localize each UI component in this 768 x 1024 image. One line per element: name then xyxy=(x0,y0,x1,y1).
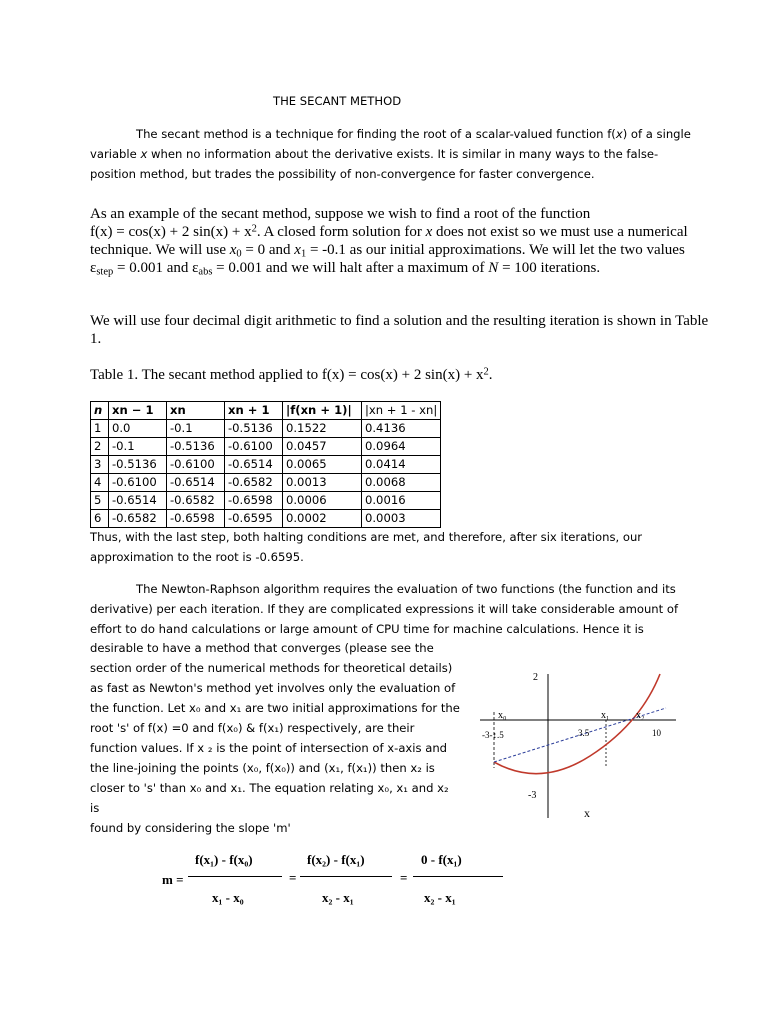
table-cell: -0.5136 xyxy=(225,420,283,438)
y-top-label: 2 xyxy=(533,672,538,683)
slope-formula xyxy=(0,848,768,908)
table-cell: -0.6100 xyxy=(225,438,283,456)
method-line: found by considering the slope 'm' xyxy=(90,821,291,835)
header-xn-plus-1: xn + 1 xyxy=(225,402,283,420)
method-line: closer to 's' than x₀ and x₁. The equation relating x₀, x₁ and x₂ is xyxy=(90,781,449,815)
formula-equals-1: = xyxy=(289,870,297,885)
table-cell: -0.6514 xyxy=(167,474,225,492)
table-cell: 0.0002 xyxy=(283,510,362,528)
formula-equals-2: = xyxy=(400,870,408,885)
fraction-bar-2 xyxy=(300,876,392,877)
intro-paragraph: The secant method is a technique for finding the root of a scalar-valued function f(x) of a single variable x when no information about the derivative exists. It is similar in many ways to the false-position method, but trades the possibility of non-convergence for faster convergence. xyxy=(90,127,691,181)
table-row xyxy=(91,492,441,510)
example-paragraph: As an example of the secant method, suppose we wish to find a root of the function f(x) = cos(x) + 2 $\sin(x) + x^2$. A closed form solution for x does not exist so we must use a numerical technique. We will use $x_0 = 0$ and $x_1 = -0.1$ as our initial approximations. We will let the two values $\varepsilon_{step} = 0.001$ and $\varepsilon_{abs} = 0.001$ and we will halt after a maximum of N = 100 iterations. xyxy=(90,206,688,278)
method-paragraph xyxy=(90,638,460,838)
formula-denominator-3: x₂ - x₁ xyxy=(424,890,456,905)
table-cell: -0.5136 xyxy=(167,438,225,456)
after-table-paragraph: Thus, with the last step, both halting conditions are met, and therefore, after six iterations, our approximation to the root is -0.6595. xyxy=(90,530,643,564)
table-row xyxy=(91,456,441,474)
fraction-bar-1 xyxy=(188,876,282,877)
formula-numerator-2: f(x₂) - f(x₁) xyxy=(307,852,365,867)
table-cell: -0.6595 xyxy=(225,510,283,528)
table-cell: 0.0068 xyxy=(362,474,441,492)
table-cell: 1 xyxy=(91,420,109,438)
table-row xyxy=(91,510,441,528)
table-header-row xyxy=(91,402,441,420)
table-cell: 0.4136 xyxy=(362,420,441,438)
x0-label: x₀ xyxy=(498,710,507,721)
method-line: section order of the numerical methods for theoretical details) xyxy=(90,661,453,675)
table-cell: -0.6514 xyxy=(109,492,167,510)
table-cell: 0.0065 xyxy=(283,456,362,474)
function-curve xyxy=(494,674,660,774)
table-cell: 0.0964 xyxy=(362,438,441,456)
formula-denominator-2: x₂ - x₁ xyxy=(322,890,354,905)
table-cell: -0.6598 xyxy=(225,492,283,510)
table-cell: 3 xyxy=(91,456,109,474)
table-cell: -0.6100 xyxy=(109,474,167,492)
table-cell: 0.1522 xyxy=(283,420,362,438)
method-line: the function. Let x₀ and x₁ are two initial approximations for the xyxy=(90,701,460,715)
left-tick-label: -3-↕.5 xyxy=(482,730,504,740)
newton-paragraph: The Newton-Raphson algorithm requires the evaluation of two functions (the function and its derivative) per each iteration. If they are complicated expressions it will take considerable amount of effort to do hand calculations or large amount of CPU time for machine calculations. Hence it is xyxy=(90,582,679,636)
table-cell: -0.6598 xyxy=(167,510,225,528)
table-cell: 0.0016 xyxy=(362,492,441,510)
table-caption: Table 1. The secant method applied to f(x) = cos(x) + 2 $\sin(x) + x^2$. xyxy=(90,366,493,383)
table-cell: 5 xyxy=(91,492,109,510)
formula-denominator-1: x₁ - x₀ xyxy=(212,890,244,905)
method-line: function values. If x ₂ is the point of intersection of x-axis and xyxy=(90,741,448,755)
method-line: the line-joining the points (x₀, f(x₀)) and (x₁, f(x₁)) then x₂ is xyxy=(90,761,435,775)
header-abs-diff: |xn + 1 - xn| xyxy=(362,402,441,420)
table-cell: -0.5136 xyxy=(109,456,167,474)
header-n: n xyxy=(91,402,109,420)
header-xn: xn xyxy=(167,402,225,420)
header-xn-minus-1: xn − 1 xyxy=(109,402,167,420)
table-cell: 0.0006 xyxy=(283,492,362,510)
method-line: desirable to have a method that converges (please see the xyxy=(90,641,434,655)
table-cell: -0.1 xyxy=(167,420,225,438)
table-row xyxy=(91,420,441,438)
table-cell: -0.1 xyxy=(109,438,167,456)
table-cell: -0.6100 xyxy=(167,456,225,474)
table-cell: 0.0003 xyxy=(362,510,441,528)
table-row xyxy=(91,474,441,492)
table-cell: 6 xyxy=(91,510,109,528)
table-row xyxy=(91,438,441,456)
table-cell: 0.0457 xyxy=(283,438,362,456)
table-cell: -0.6514 xyxy=(225,456,283,474)
x2-label: x₂ xyxy=(636,710,645,721)
formula-numerator-3: 0 - f(x₁) xyxy=(421,852,462,867)
fraction-bar-3 xyxy=(413,876,503,877)
table-cell: 4 xyxy=(91,474,109,492)
secant-iteration-table xyxy=(90,401,441,528)
table-cell: -0.6582 xyxy=(109,510,167,528)
mid-tick-label: 3.5 xyxy=(578,728,590,738)
right-tick-label: 10 xyxy=(652,728,661,738)
arithmetic-paragraph: We will use four decimal digit arithmetic to find a solution and the resulting iteration is shown in Table 1. xyxy=(90,313,709,347)
table-cell: 2 xyxy=(91,438,109,456)
table-cell: -0.6582 xyxy=(225,474,283,492)
graph-x-axis-label: x xyxy=(584,806,590,820)
method-line: root 's' of f(x) =0 and f(x₀) & f(x₁) respectively, are their xyxy=(90,721,415,735)
page-title: THE SECANT METHOD xyxy=(273,94,402,108)
method-line: as fast as Newton's method yet involves only the evaluation of xyxy=(90,681,456,695)
header-abs-f: |f(xn + 1)| xyxy=(283,402,362,420)
formula-numerator-1: f(x₁) - f(x₀) xyxy=(195,852,253,867)
table-cell: 0.0414 xyxy=(362,456,441,474)
table-cell: -0.6582 xyxy=(167,492,225,510)
table-cell: 0.0 xyxy=(109,420,167,438)
secant-graph xyxy=(480,668,680,828)
table-cell: 0.0013 xyxy=(283,474,362,492)
formula-m: m = xyxy=(162,872,184,887)
x1-label: x₁ xyxy=(601,710,610,721)
y-bottom-label: -3 xyxy=(528,790,537,801)
